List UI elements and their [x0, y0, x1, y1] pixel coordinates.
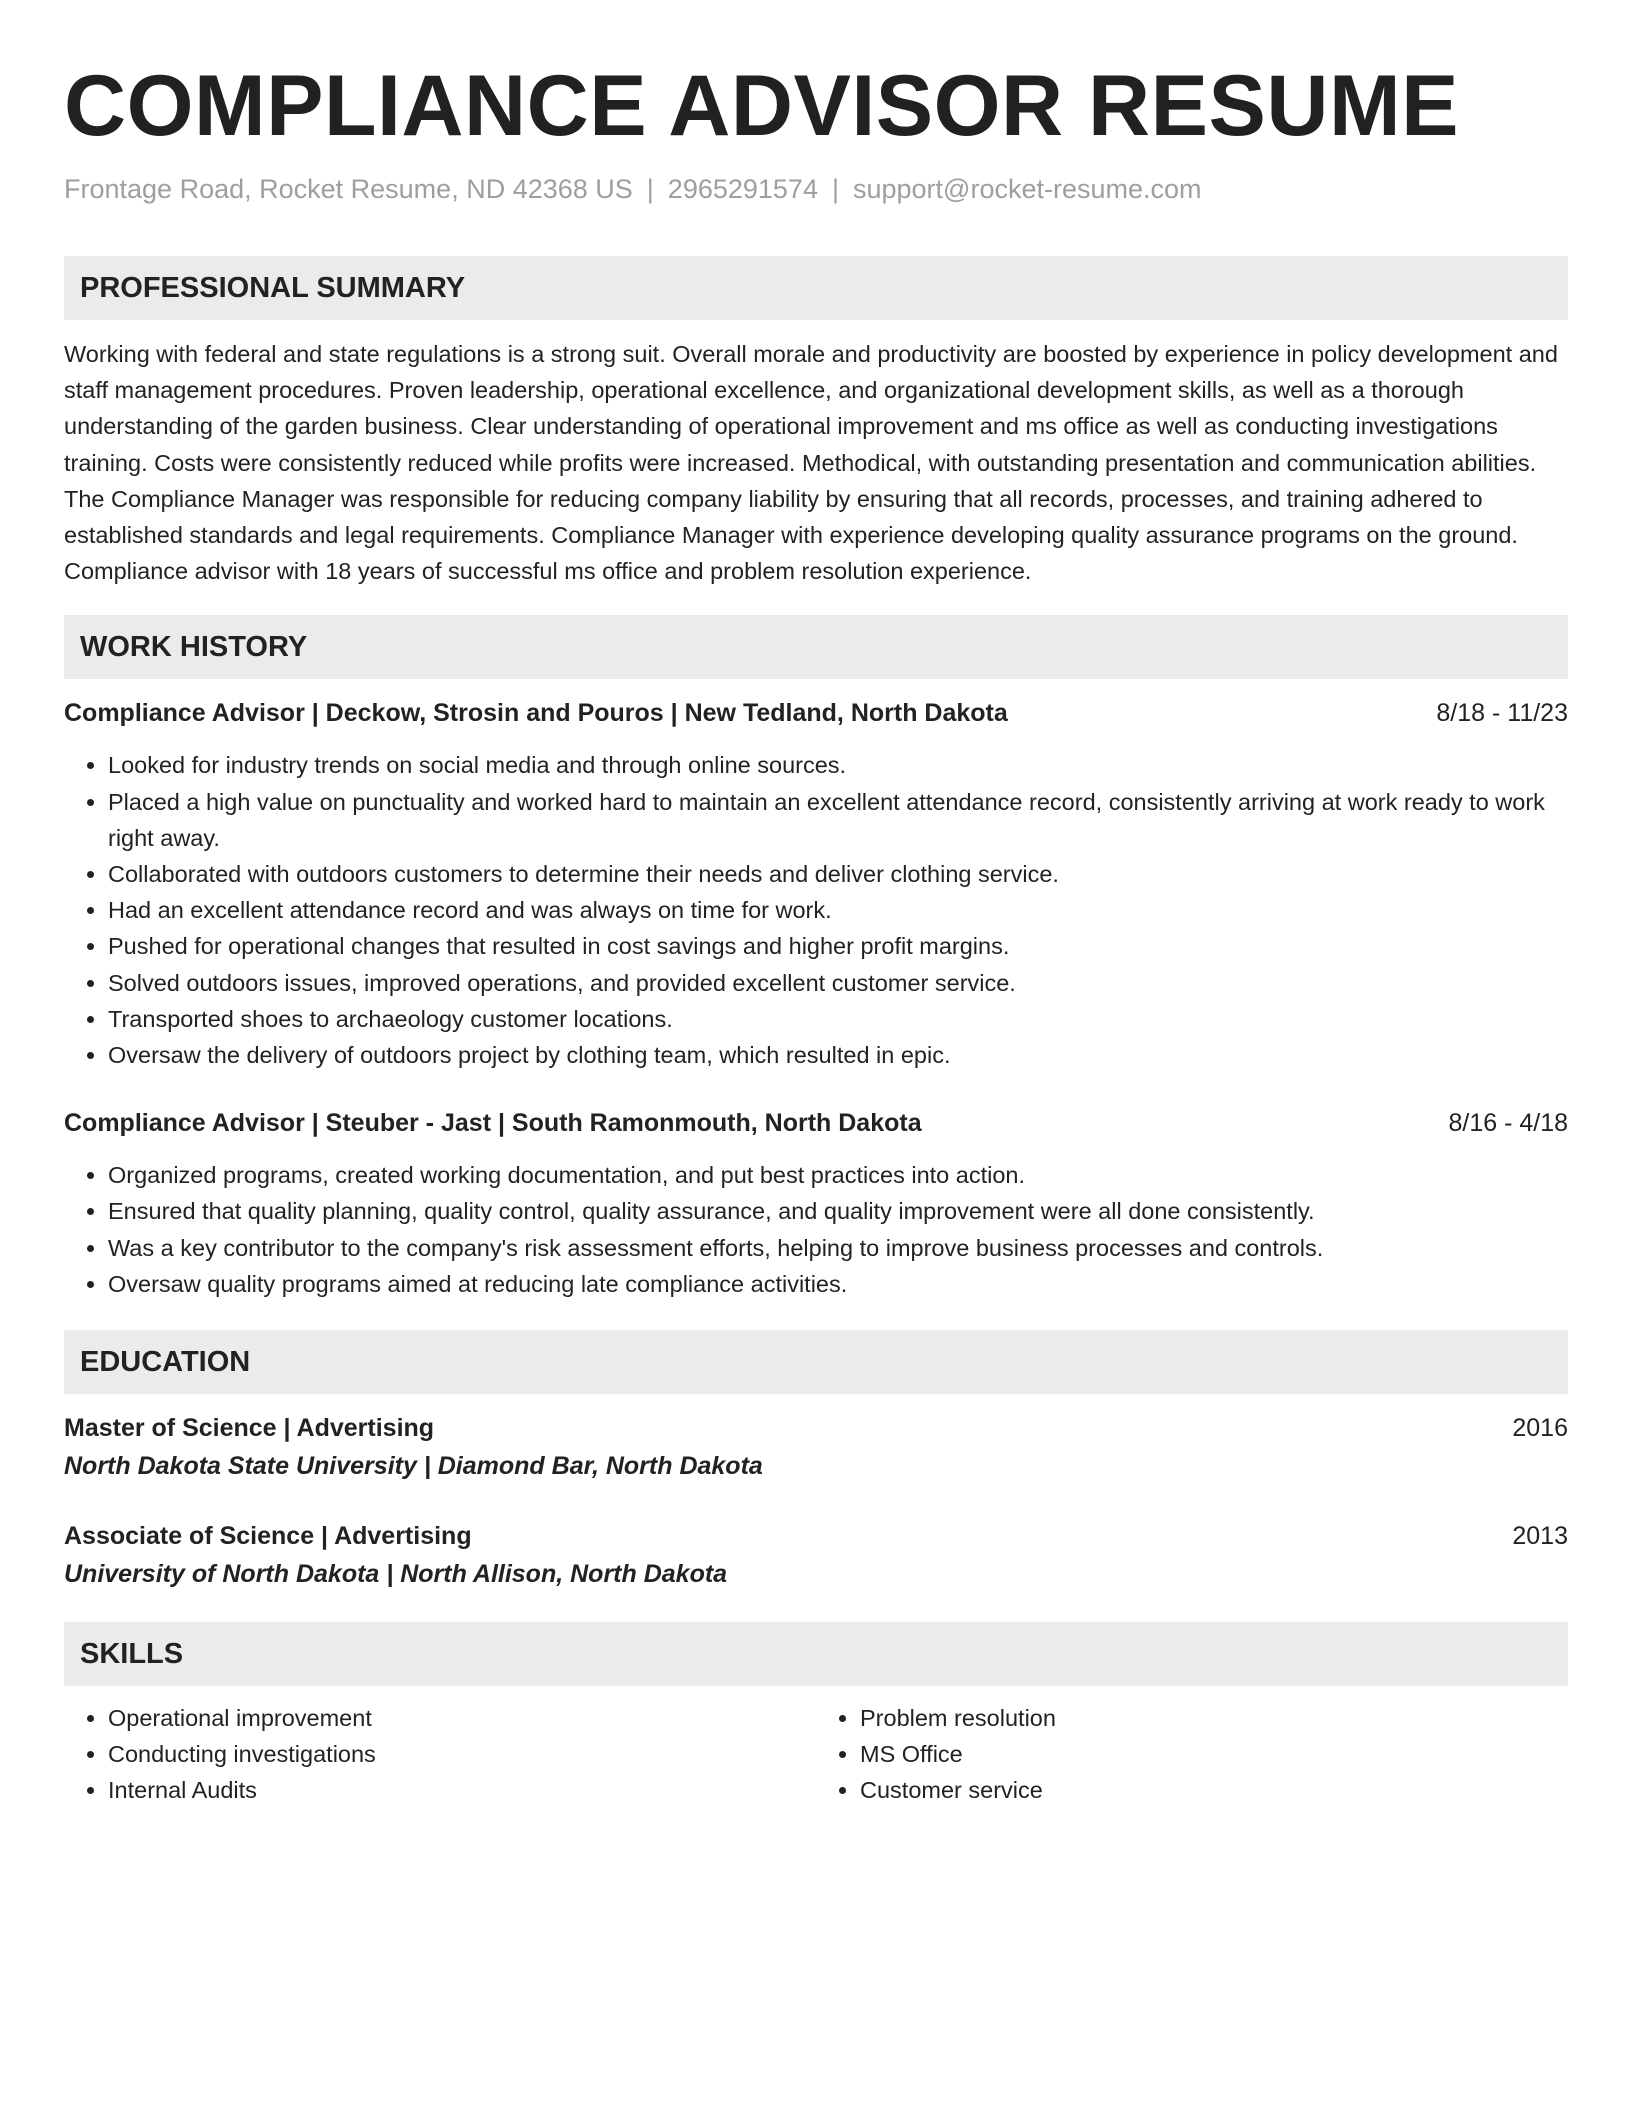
education-school: University of North Dakota | North Allison, North Dakota [64, 1560, 728, 1589]
job-header [64, 1105, 1568, 1141]
education-degree: Associate of Science | Advertising [64, 1522, 472, 1551]
skill-item: • Customer service [860, 1772, 1568, 1808]
job-bullet: • Oversaw quality programs aimed at reducing late compliance activities. [108, 1266, 1568, 1302]
job-dates: 8/18 - 11/23 [1436, 699, 1568, 728]
education-entry [64, 1518, 1568, 1594]
contact-separator: | [831, 174, 839, 204]
education-school: North Dakota State University | Diamond Bar, North Dakota [64, 1452, 763, 1481]
skill-item: • MS Office [860, 1736, 1568, 1772]
contact-line [64, 172, 1568, 206]
job-bullet: • Collaborated with outdoors customers to determine their needs and deliver clothing service. [108, 856, 1568, 892]
job-dates: 8/16 - 4/18 [1448, 1109, 1568, 1138]
education-header [64, 1410, 1568, 1446]
skill-item: • Operational improvement [108, 1700, 816, 1736]
skill-item: • Problem resolution [860, 1700, 1568, 1736]
job-bullet: • Transported shoes to archaeology customer locations. [108, 1001, 1568, 1037]
education-year: 2016 [1512, 1414, 1568, 1443]
job-entry [64, 695, 1568, 1073]
job-title: Compliance Advisor | Steuber - Jast | South Ramonmouth, North Dakota [64, 1109, 922, 1138]
resume-title: COMPLIANCE ADVISOR RESUME [64, 58, 1459, 154]
section-heading-skills: SKILLS [64, 1622, 1568, 1686]
education-year: 2013 [1512, 1522, 1568, 1551]
section-heading-work-history: WORK HISTORY [64, 615, 1568, 679]
skills-list [64, 1700, 1568, 1809]
education-entry [64, 1410, 1568, 1486]
contact-separator: | [646, 174, 654, 204]
job-entry [64, 1105, 1568, 1302]
contact-phone: 2965291574 [667, 174, 818, 204]
job-bullet: • Was a key contributor to the company's risk assessment efforts, helping to improve business processes and controls. [108, 1230, 1568, 1266]
skills-column-left [64, 1700, 816, 1809]
job-bullet: • Pushed for operational changes that resulted in cost savings and higher profit margins. [108, 928, 1568, 964]
job-bullet: • Ensured that quality planning, quality control, quality assurance, and quality improvement were all done consistently. [108, 1193, 1568, 1229]
skill-item: • Conducting investigations [108, 1736, 816, 1772]
job-bullets [64, 747, 1568, 1073]
section-heading-education: EDUCATION [64, 1330, 1568, 1394]
skills-column-right [816, 1700, 1568, 1809]
job-header [64, 695, 1568, 731]
summary-text: Working with federal and state regulations is a strong suit. Overall morale and productivity are boosted by experience in policy development and staff management procedures. Proven leadership, operational excellence, and organizational development skills, as well as a thorough understanding of the garden business. Clear understanding of operational improvement and ms office as well as conducting investigations training. Costs were consistently reduced while profits were increased. Methodical, with outstanding presentation and communication abilities. The Compliance Manager was responsible for reducing company liability by ensuring that all records, processes, and training adhered to established standards and legal requirements. Compliance Manager with experience developing quality assurance programs on the ground. Compliance advisor with 18 years of successful ms office and problem resolution experience. [64, 341, 1558, 585]
job-bullet: • Had an excellent attendance record and was always on time for work. [108, 892, 1568, 928]
contact-email[interactable]: support@rocket-resume.com [852, 174, 1202, 204]
skill-item: • Internal Audits [108, 1772, 816, 1808]
job-bullet: • Organized programs, created working documentation, and put best practices into action. [108, 1157, 1568, 1193]
education-degree: Master of Science | Advertising [64, 1414, 435, 1443]
job-bullet: • Looked for industry trends on social media and through online sources. [108, 747, 1568, 783]
education-header [64, 1518, 1568, 1554]
job-bullet: • Oversaw the delivery of outdoors project by clothing team, which resulted in epic. [108, 1037, 1568, 1073]
job-bullets [64, 1157, 1568, 1302]
job-bullet: • Placed a high value on punctuality and worked hard to maintain an excellent attendance record, consistently arriving at work ready to work right away. [108, 784, 1568, 856]
job-title: Compliance Advisor | Deckow, Strosin and Pouros | New Tedland, North Dakota [64, 699, 1008, 728]
job-bullet: • Solved outdoors issues, improved operations, and provided excellent customer service. [108, 965, 1568, 1001]
contact-address: Frontage Road, Rocket Resume, ND 42368 US [64, 174, 633, 204]
section-heading-summary: PROFESSIONAL SUMMARY [64, 256, 1568, 320]
